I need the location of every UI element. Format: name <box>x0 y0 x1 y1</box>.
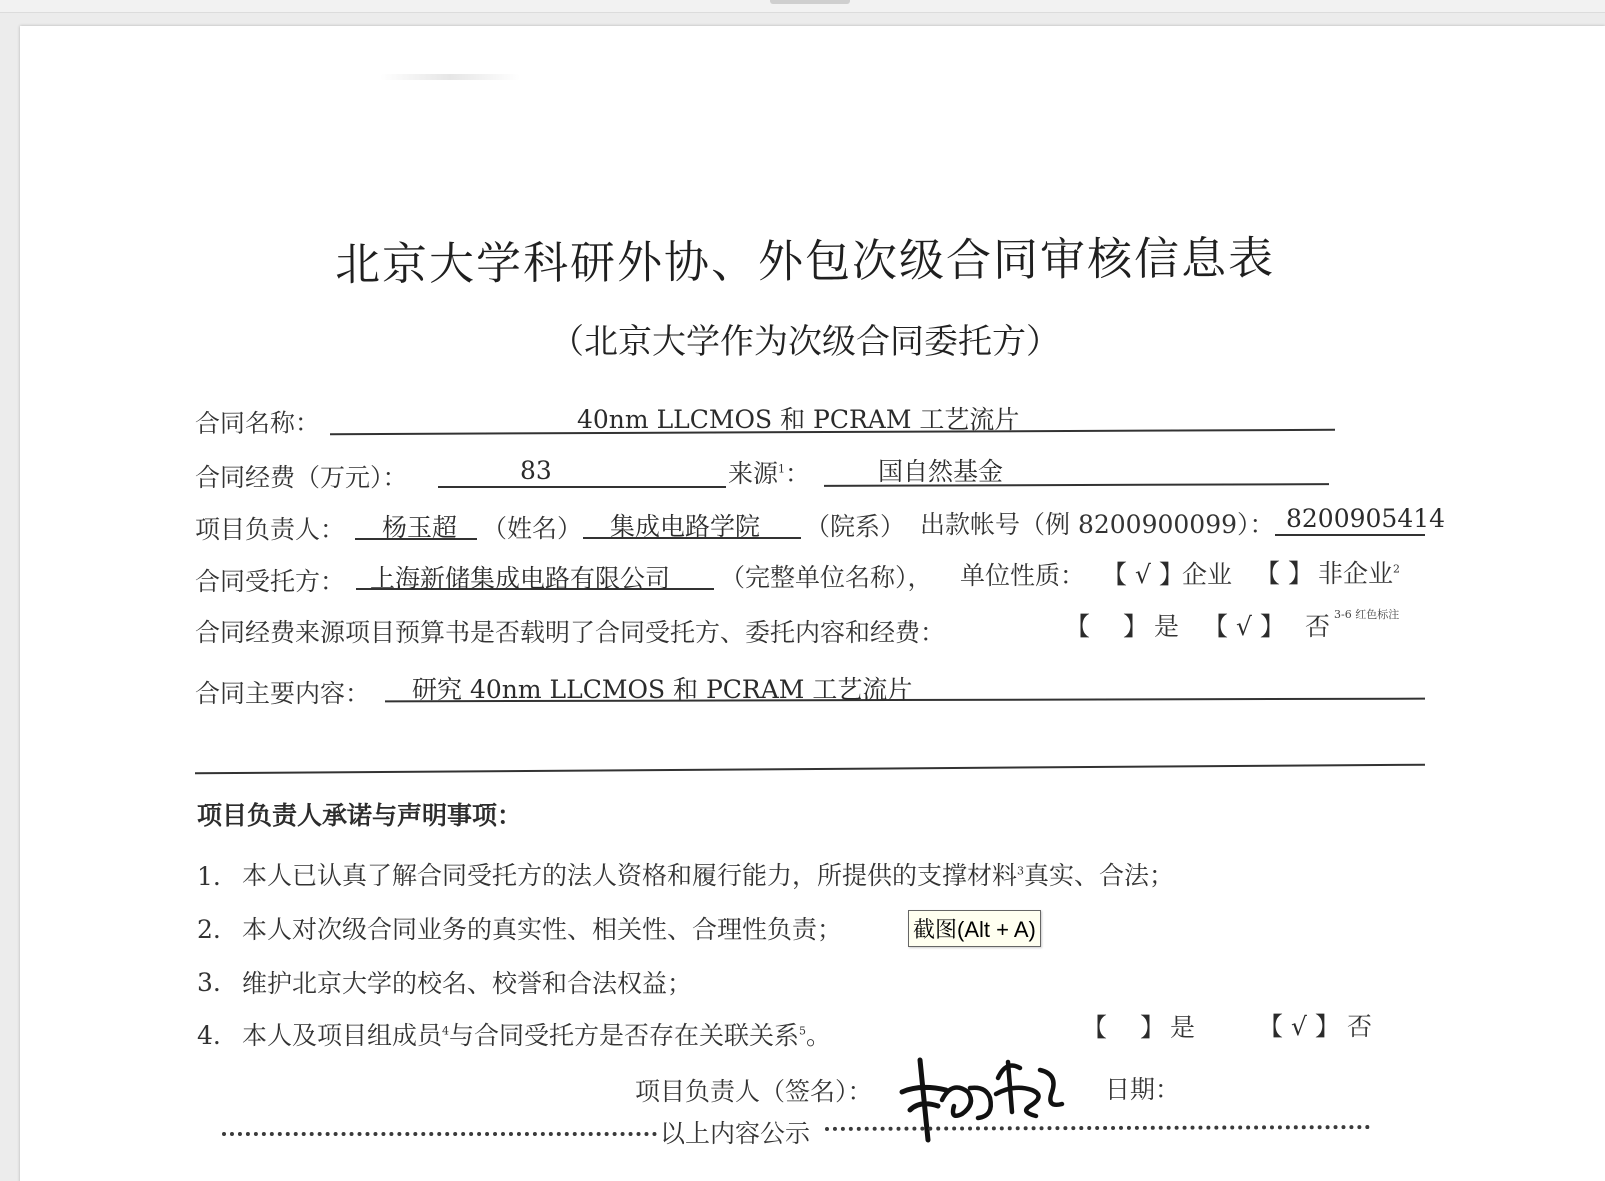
document-page <box>20 26 1605 1181</box>
contract-fee-value: 83 <box>520 456 552 485</box>
main-content-label: 合同主要内容： <box>195 679 371 708</box>
pledge-item-4-num: 4. <box>197 1021 221 1050</box>
pi-name-hint: （姓名） <box>482 514 583 543</box>
non-enterprise-footnote-marker: 2 <box>1393 562 1401 576</box>
pledge-item-4-end: 。 <box>806 1021 832 1050</box>
contract-name-value: 40nm LLCMOS 和 PCRAM 工艺流片 <box>577 405 1020 434</box>
pledge-item-4-footnote-marker-2: 5 <box>799 1024 807 1038</box>
budget-yes-label: 是 <box>1154 612 1180 641</box>
viewer-tab-handle[interactable] <box>770 0 850 4</box>
source-value: 国自然基金 <box>878 457 1004 486</box>
scan-smudge <box>380 74 520 80</box>
pledge-item-3-text: 维护北京大学的校名、校誉和合法权益； <box>242 969 693 998</box>
pi-name-value: 杨玉超 <box>382 513 458 542</box>
budget-no-label: 否 <box>1305 612 1331 641</box>
main-content-value: 研究 40nm LLCMOS 和 PCRAM 工艺流片 <box>412 675 913 704</box>
trustee-value: 上海新储集成电路有限公司 <box>370 564 671 593</box>
account-label: 出款帐号（例 8200900099）： <box>920 510 1275 539</box>
pi-label: 项目负责人： <box>195 515 346 544</box>
date-label: 日期： <box>1105 1075 1181 1104</box>
budget-red-note: 3-6 红色标注 <box>1334 608 1400 621</box>
pledge-item-2-text: 本人对次级合同业务的真实性、相关性、合理性负责； <box>242 915 843 944</box>
pi-dept-value: 集成电路学院 <box>610 512 761 541</box>
related-yes-checkbox[interactable]: 【 】 <box>1082 1013 1165 1042</box>
non-enterprise-option-label: 非企业 <box>1318 559 1394 588</box>
source-colon: ： <box>785 459 811 488</box>
contract-fee-underline <box>438 486 726 488</box>
non-enterprise-checkbox[interactable]: 【 】 <box>1255 559 1313 588</box>
divider-dots-left <box>222 1132 657 1136</box>
screenshot-tooltip: 截图(Alt + A) <box>908 910 1041 947</box>
pledge-item-1-num: 1. <box>197 862 221 891</box>
signature-label: 项目负责人（签名）： <box>635 1077 873 1106</box>
pledge-item-1-text-b: 真实、合法； <box>1024 861 1175 890</box>
handwritten-signature <box>880 1040 1080 1160</box>
form-subtitle: （北京大学作为次级合同委托方） <box>550 322 1060 362</box>
pledge-item-3-num: 3. <box>197 968 221 997</box>
related-no-label: 否 <box>1347 1012 1373 1041</box>
trustee-nature-label: 单位性质： <box>960 561 1086 590</box>
enterprise-option-label: 企业 <box>1182 560 1233 589</box>
main-content-second-line <box>195 764 1425 774</box>
account-value: 8200905414 <box>1286 504 1446 533</box>
pledge-item-1-text-a: 本人已认真了解合同受托方的法人资格和履行能力，所提供的支撑材料 <box>242 861 1018 890</box>
account-underline <box>1275 534 1425 536</box>
budget-question-text: 合同经费来源项目预算书是否载明了合同受托方、委托内容和经费： <box>195 618 946 647</box>
budget-no-checkbox[interactable]: 【 √ 】 <box>1203 612 1285 641</box>
contract-name-label: 合同名称： <box>194 408 321 438</box>
related-no-checkbox[interactable]: 【 √ 】 <box>1258 1012 1340 1041</box>
budget-yes-checkbox[interactable]: 【 】 <box>1065 612 1148 641</box>
pledge-item-4-text <box>242 1016 831 1052</box>
source-label-text: 来源 <box>728 459 779 488</box>
pledge-item-4-text-a: 本人及项目组成员 <box>242 1021 443 1050</box>
enterprise-checkbox[interactable]: 【 √ 】 <box>1102 560 1184 589</box>
non-enterprise-option <box>1318 554 1400 590</box>
contract-fee-label: 合同经费（万元）： <box>195 463 408 492</box>
divider-dots-right <box>825 1125 1370 1131</box>
viewer-top-bar <box>0 0 1605 13</box>
pledge-item-4-text-b: 与合同受托方是否存在关联关系 <box>449 1021 800 1050</box>
pledge-item-4-footnote-marker: 4 <box>442 1024 450 1038</box>
trustee-hint: （完整单位名称）， <box>720 563 933 592</box>
pledge-item-1-text <box>242 856 1174 892</box>
source-label <box>728 454 810 490</box>
trustee-label: 合同受托方： <box>195 567 346 596</box>
pi-dept-hint: （院系） <box>805 512 906 541</box>
source-footnote-marker: 1 <box>778 462 786 476</box>
form-title: 北京大学科研外协、外包次级合同审核信息表 <box>334 231 1276 291</box>
pledge-item-1-footnote-marker: 3 <box>1017 864 1025 878</box>
divider-text: 以上内容公示 <box>660 1119 811 1148</box>
pledge-heading: 项目负责人承诺与声明事项： <box>197 801 523 830</box>
related-yes-label: 是 <box>1170 1013 1196 1042</box>
pledge-item-2-num: 2. <box>197 915 221 944</box>
